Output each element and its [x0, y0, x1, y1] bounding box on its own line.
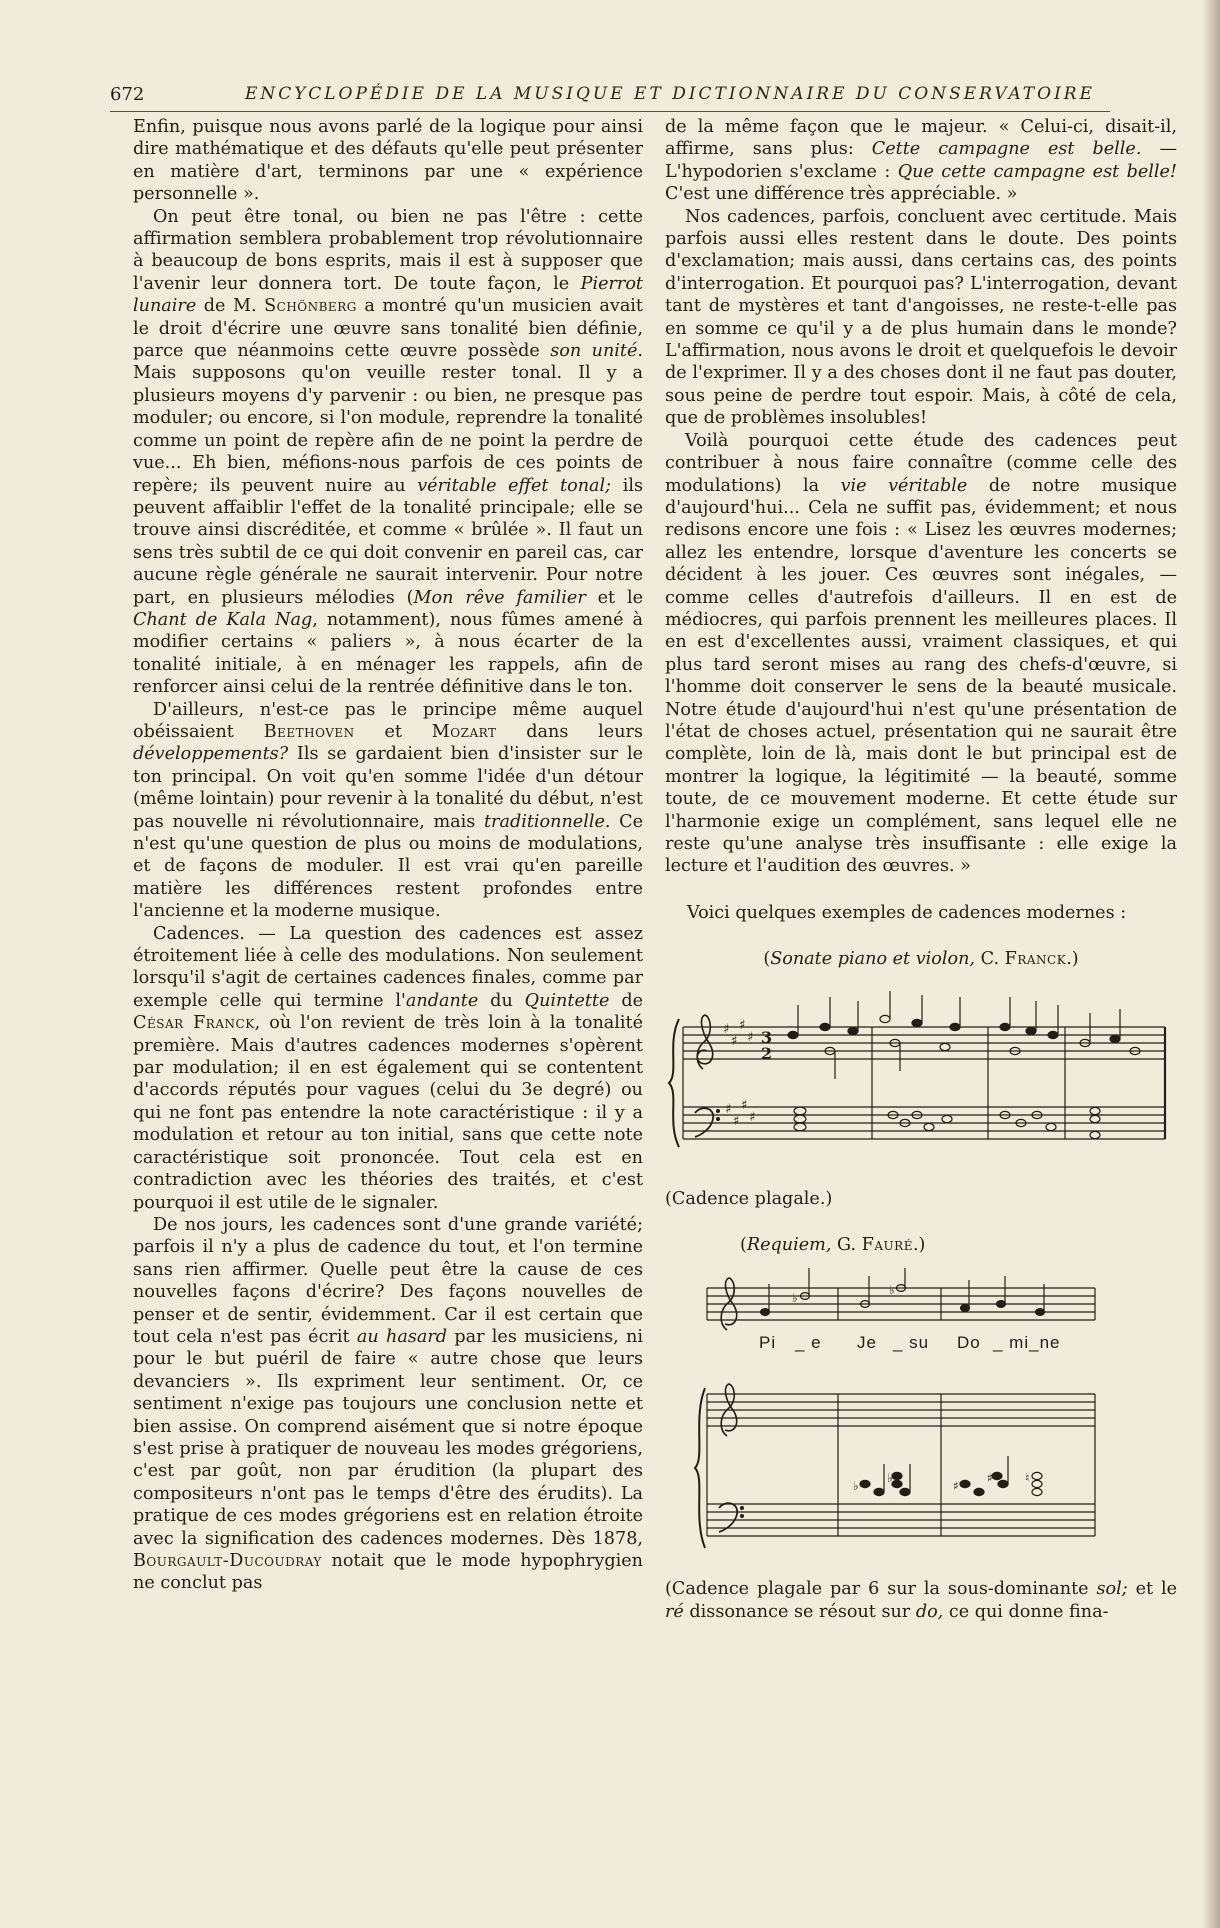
paragraph: de la même façon que le majeur. « Celui-ci, disait-il, affirme, sans plus: Cette campagne est belle. — L'hypodorien s'exclame : Que cette campagne est belle! C'est une différence très appréciable. »	[665, 117, 1178, 205]
svg-text:♯: ♯	[731, 1033, 738, 1049]
svg-text:2: 2	[761, 1043, 773, 1063]
example1-label: (Cadence plagale.)	[665, 1188, 833, 1209]
music-example-franck	[665, 983, 1177, 1178]
svg-text:♯: ♯	[733, 1113, 740, 1129]
example1-caption: (Sonate piano et violon, C. Franck.)	[763, 949, 1079, 970]
paragraph: Voilà pourquoi cette étude des cadences peut contribuer à nous faire connaître (comme celle des modulations) la vie véritable de notre musique d'aujourd'hui... Cela ne suffit pas, évidemment; et nous redisons encore une fois : « Lisez les œuvres modernes; allez les entendre, lorsque d'aventure les concerts se décident à les jouer. Ces œuvres sont inégales, — comme celles d'autrefois d'ailleurs. Il en est de médiocres, qui parfois prennent les meilleures places. Il en est d'excellentes aussi, vraiment classiques, et qui plus tard seront mises au rang des chefs-d'œuvre, si l'homme doit conserver le sens de la beauté musicale. Notre étude d'aujourd'hui n'est qu'une présentation de l'état de choses actuel, présentation qui ne saurait être complète, loin de là, mais dont le but principal est de montrer la logique, la légitimité — la beauté, somme toute, de ce mouvement moderne. Et cette étude sur l'harmonie exige un complément, sans lequel elle ne reste qu'une analyse très insuffisante : elle exige la lecture et l'audition des œuvres. »	[665, 430, 1177, 877]
svg-text:♮: ♮	[1025, 1471, 1030, 1486]
svg-text:♭: ♭	[792, 1291, 798, 1306]
lyric-syllable: Do	[957, 1333, 981, 1353]
svg-text:♯: ♯	[987, 1471, 993, 1486]
running-title: ENCYCLOPÉDIE DE LA MUSIQUE ET DICTIONNAIRE DU CONSERVATOIRE	[245, 84, 1095, 104]
svg-text:♭: ♭	[853, 1479, 859, 1494]
paragraph: De nos jours, les cadences sont d'une grande variété; parfois il n'y a plus de cadence du tout, et l'on termine sans rien affirmer. Quelle peut être la cause de ces nouvelles façons d'écrire? Des façons nouvelles de penser et de sentir, évidemment. Car il est certain que tout cela n'est pas écrit au hasard par les musiciens, ni pour le but puéril de faire « autre chose que leurs devanciers ». Ils expriment leur sentiment. Or, ce sentiment n'exige pas toujours une conclusion nette et bien assise. On comprend aisément que si notre époque s'est prise à pratiquer de nouveau les modes grégoriens, c'est par goût, non par érudition (la plupart des compositeurs n'ont pas le temps d'être des érudits). La pratique de ces modes grégoriens est en relation étroite avec la signification des cadences modernes. Dès 1878, Bourgault-Ducoudray notait que le mode hypophrygien ne conclut pas	[133, 1214, 643, 1594]
svg-text:♯: ♯	[747, 1029, 754, 1045]
paragraph: (Cadence plagale par 6 sur la sous-dominante sol; et le ré dissonance se résout sur do, ce qui donne fina-	[665, 1579, 1177, 1622]
lyric-syllable: Je	[857, 1333, 877, 1353]
svg-text:♯: ♯	[723, 1021, 730, 1037]
svg-text:3: 3	[761, 1027, 773, 1047]
lyric-syllable: _ e	[795, 1333, 822, 1353]
page-header	[110, 84, 1110, 110]
example2-caption: (Requiem, G. Fauré.)	[740, 1235, 926, 1256]
svg-text:♭: ♭	[887, 1471, 893, 1486]
lyric-syllable: _ mi_ne	[993, 1333, 1061, 1353]
paragraph: Enfin, puisque nous avons parlé de la logique pour ainsi dire mathématique et des défauts qu'elle peut présenter en matière d'art, terminons par une « expérience personnelle ».	[133, 117, 643, 205]
right-column	[665, 116, 1177, 1623]
lyric-syllable: _ su	[893, 1333, 930, 1353]
left-column	[133, 116, 643, 1595]
svg-text:♯: ♯	[953, 1479, 959, 1494]
svg-text:♭: ♭	[889, 1283, 895, 1298]
svg-text:♯: ♯	[739, 1017, 746, 1033]
page-edge-shadow	[1202, 0, 1220, 1928]
music-example-faure	[665, 1268, 1177, 1578]
paragraph-cadences: Cadences. — La question des cadences est assez étroitement liée à celle des modulations. Non seulement lorsqu'il s'agit de certaines cadences finales, comme par exemple celle qui termine l'andante du Quintette de César Franck, où l'on revient de très loin à la tonalité première. Mais d'autres cadences modernes s'opèrent par modulation; il en est également qui se contentent d'accords réputés pour vagues (celui du 3e degré) ou qui ne font pas entendre la note caractéristique : il y a modulation et retour au ton initial, sans que cette note caractéristique soit prononcée. Tout cela est en contradiction avec les théories des traités, et c'est pourquoi il est utile de le signaler.	[133, 923, 643, 1213]
paragraph: On peut être tonal, ou bien ne pas l'être : cette affirmation semblera probablement trop révolutionnaire à beaucoup de bons esprits, mais il est à supposer que l'avenir leur donnera tort. De toute façon, le Pierrot lunaire de M. Schönberg a montré qu'un musicien avait le droit d'écrire une œuvre sans tonalité bien définie, parce que néanmoins cette œuvre possède son unité. Mais supposons qu'on veuille rester tonal. Il y a plusieurs moyens d'y parvenir : ou bien, ne presque pas moduler; ou encore, si l'on module, reprendre la tonalité comme un point de repère afin de ne point la perdre de vue... Eh bien, méfions-nous parfois de ces points de repère; ils peuvent nuire au véritable effet tonal; ils peuvent affaiblir l'effet de la tonalité principale; elle se trouve ainsi discréditée, et comme « brûlée ». Il faut un sens très subtil de ce qui doit convenir en pareil cas, car aucune règle générale ne saurait intervenir. Pour notre part, en plusieurs mélodies (Mon rêve familier et le Chant de Kala Nag, notamment), nous fûmes amené à modifier certains « paliers », à nous écarter de la tonalité initiale, à en ménager les rappels, afin de renforcer ainsi celui de la rentrée définitive dans le ton.	[133, 206, 644, 698]
svg-text:♯: ♯	[741, 1097, 748, 1113]
page-number: 672	[110, 84, 145, 105]
paragraph: Nos cadences, parfois, concluent avec certitude. Mais parfois aussi elles restent dans le doute. Des points d'exclamation; mais aussi, dans certains cas, des points d'interrogation. Et pourquoi pas? L'interrogation, devant tant de mystères et tant d'angoisses, ne reste-t-elle pas en somme ce qu'il y a de plus humain dans le monde? L'affirmation, nous avons le droit et quelquefois le devoir de l'exprimer. Il y a des choses dont il ne faut pas douter, sous peine de perdre tout espoir. Mais, à côté de cela, que de problèmes insolubles!	[665, 206, 1177, 429]
paragraph: D'ailleurs, n'est-ce pas le principe même auquel obéissaient Beethoven et Mozart dans leurs développements? Ils se gardaient bien d'insister sur le ton principal. On voit qu'en somme l'idée d'un détour (même lointain) pour revenir à la tonalité du début, n'est pas nouvelle ni révolutionnaire, mais traditionnelle. Ce n'est qu'une question de plus ou moins de modulations, et de façons de moduler. Il est vrai qu'en pareille matière les différences restent profondes entre l'ancienne et la moderne musique.	[133, 699, 643, 922]
header-rule	[110, 111, 1110, 112]
svg-text:♯: ♯	[725, 1101, 732, 1117]
lyric-syllable: Pi	[759, 1333, 777, 1353]
examples-intro: Voici quelques exemples de cadences modernes :	[687, 902, 1127, 923]
svg-text:♯: ♯	[749, 1109, 756, 1125]
